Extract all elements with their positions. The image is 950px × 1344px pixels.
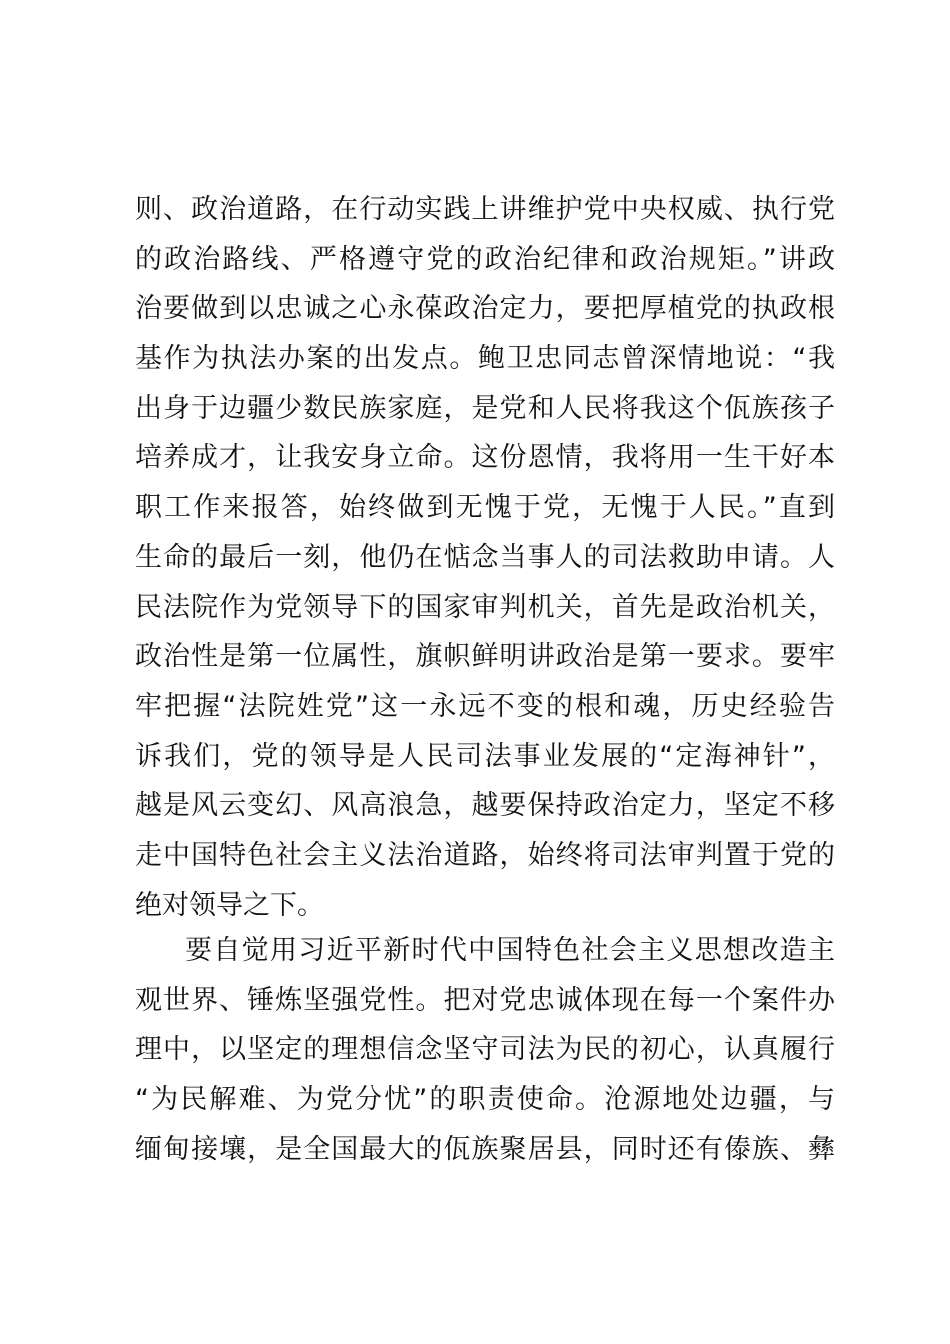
text-line: 的政治路线、严格遵守党的政治纪律和政治规矩。”讲政 <box>135 243 835 275</box>
text-line: 越是风云变幻、风高浪急，越要保持政治定力，坚定不移 <box>135 790 835 822</box>
text-line: 则、政治道路，在行动实践上讲维护党中央权威、执行党 <box>135 194 835 225</box>
text-line: 诉我们，党的领导是人民司法事业发展的“定海神针”， <box>135 740 835 772</box>
text-line: “为民解难、为党分忧”的职责使命。沧源地处边疆，与 <box>135 1084 835 1116</box>
text-line: 生命的最后一刻，他仍在惦念当事人的司法救助申请。人 <box>135 541 835 573</box>
text-line: 牢把握“法院姓党”这一永远不变的根和魂，历史经验告 <box>135 690 835 722</box>
text-line: 理中，以坚定的理想信念坚守司法为民的初心，认真履行 <box>135 1034 835 1066</box>
text-line: 走中国特色社会主义法治道路，始终将司法审判置于党的 <box>135 839 835 871</box>
text-line: 职工作来报答，始终做到无愧于党，无愧于人民。”直到 <box>135 492 835 524</box>
text-line: 治要做到以忠诚之心永葆政治定力，要把厚植党的执政根 <box>135 293 835 325</box>
text-line: 培养成才，让我安身立命。这份恩情，我将用一生干好本 <box>135 442 835 474</box>
text-line: 观世界、锤炼坚强党性。把对党忠诚体现在每一个案件办 <box>135 984 835 1016</box>
text-line: 民法院作为党领导下的国家审判机关，首先是政治机关， <box>135 591 835 623</box>
paragraph-1 <box>135 185 835 930</box>
text-line: 政治性是第一位属性，旗帜鲜明讲政治是第一要求。要牢 <box>135 641 835 673</box>
text-line: 绝对领导之下。 <box>135 889 324 921</box>
text-line: 缅甸接壤，是全国最大的佤族聚居县，同时还有傣族、彝 <box>135 1133 835 1165</box>
text-line: 基作为执法办案的出发点。鲍卫忠同志曾深情地说：“我 <box>135 343 835 375</box>
paragraph-2 <box>135 926 835 1174</box>
text-line: 要自觉用习近平新时代中国特色社会主义思想改造主 <box>185 935 835 966</box>
text-line: 出身于边疆少数民族家庭，是党和人民将我这个佤族孩子 <box>135 392 835 424</box>
